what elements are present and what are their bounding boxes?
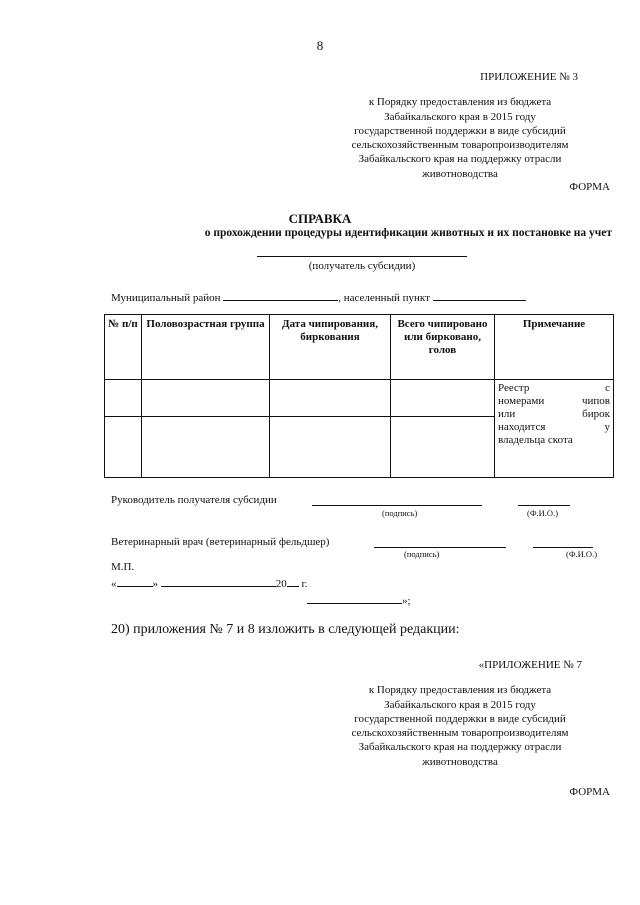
- header-date: Дата чипирования, биркования: [270, 315, 391, 380]
- note-line: номерами чипов: [498, 395, 610, 407]
- vet-signature-label: Ветеринарный врач (ветеринарный фельдшер): [111, 536, 330, 548]
- head-fio-line: [518, 505, 570, 506]
- head-signature-label: Руководитель получателя субсидии: [111, 494, 277, 506]
- table-cell: [270, 417, 391, 478]
- header-number: № п/п: [105, 315, 142, 380]
- vet-signature-line: [374, 547, 506, 548]
- appendix-7-line: Забайкальского края на поддержку отрасли: [358, 741, 562, 754]
- appendix-7-header: [310, 658, 610, 769]
- table-cell: [142, 417, 270, 478]
- appendix-3-line: Забайкальского края в 2015 году: [384, 110, 536, 123]
- closing-row: [307, 593, 411, 607]
- year-blank: [287, 576, 299, 587]
- appendix-3-line: государственной поддержки в виде субсидий: [354, 124, 566, 137]
- closing-blank: [307, 593, 402, 604]
- table-cell: [142, 380, 270, 417]
- day-blank: [117, 576, 153, 587]
- table-cell: [391, 380, 495, 417]
- table-cell: [105, 417, 142, 478]
- appendix-3-line: сельскохозяйственным товаропроизводителям: [351, 139, 569, 152]
- head-signature-caption: (подпись): [382, 508, 418, 518]
- appendix-3-line: Забайкальского края на поддержку отрасли: [358, 153, 562, 166]
- vet-signature-caption: (подпись): [404, 549, 440, 559]
- year-prefix: 20: [275, 578, 287, 590]
- month-blank: [161, 576, 276, 587]
- district-label: Муниципальный район: [111, 292, 221, 304]
- appendix-7-title: «ПРИЛОЖЕНИЕ № 7: [478, 659, 582, 671]
- head-signature-line: [312, 505, 482, 506]
- appendix-3-header: [310, 70, 610, 181]
- certificate-subtitle: о прохождении процедуры идентификации животных и их постановке на учет: [204, 227, 612, 239]
- note-line: или бирок: [498, 408, 610, 420]
- note-cell: [495, 380, 614, 478]
- appendix-7-line: сельскохозяйственным товаропроизводителям: [351, 727, 569, 740]
- item-20-text: 20) приложения № 7 и 8 изложить в следующей редакции:: [111, 622, 460, 637]
- year-suffix: г.: [298, 578, 308, 590]
- table-cell: [270, 380, 391, 417]
- appendix-3-form-label: ФОРМА: [569, 181, 610, 193]
- settlement-label: , населенный пункт: [338, 292, 430, 304]
- header-age-group: Половозрастная группа: [142, 315, 270, 380]
- page-number: 8: [316, 38, 324, 53]
- header-total: Всего чипировано или бирковано, голов: [391, 315, 495, 380]
- note-line: владельца скота: [498, 434, 573, 446]
- note-line: Реестр с: [498, 382, 610, 394]
- district-settlement-row: [111, 289, 526, 304]
- table-row: [105, 380, 614, 417]
- appendix-7-form-label: ФОРМА: [569, 786, 610, 798]
- date-row: [111, 576, 308, 590]
- identification-table: [104, 314, 614, 478]
- date-open-quote: «: [111, 578, 117, 590]
- table-cell: [391, 417, 495, 478]
- appendix-7-line: животноводства: [422, 755, 498, 768]
- stamp-label: М.П.: [111, 561, 135, 573]
- table-header-row: [105, 315, 614, 380]
- appendix-3-title: ПРИЛОЖЕНИЕ № 3: [480, 71, 578, 83]
- vet-fio-line: [533, 547, 593, 548]
- settlement-blank: [433, 289, 526, 301]
- certificate-title: СПРАВКА: [288, 211, 352, 226]
- recipient-caption: (получатель субсидии): [308, 260, 416, 272]
- appendix-7-line: к Порядку предоставления из бюджета: [368, 684, 552, 697]
- header-note: Примечание: [495, 315, 614, 380]
- vet-fio-caption: (Ф.И.О.): [566, 549, 598, 559]
- note-line: находится у: [498, 421, 610, 433]
- appendix-3-line: животноводства: [422, 167, 498, 180]
- district-blank: [223, 289, 338, 301]
- date-close-quote: »: [152, 578, 158, 590]
- head-fio-caption: (Ф.И.О.): [527, 508, 559, 518]
- recipient-blank-line: [257, 256, 467, 257]
- closing-quote: »;: [402, 595, 411, 607]
- appendix-3-line: к Порядку предоставления из бюджета: [368, 96, 552, 109]
- appendix-7-line: государственной поддержки в виде субсидий: [354, 712, 566, 725]
- appendix-7-line: Забайкальского края в 2015 году: [384, 698, 536, 711]
- table-cell: [105, 380, 142, 417]
